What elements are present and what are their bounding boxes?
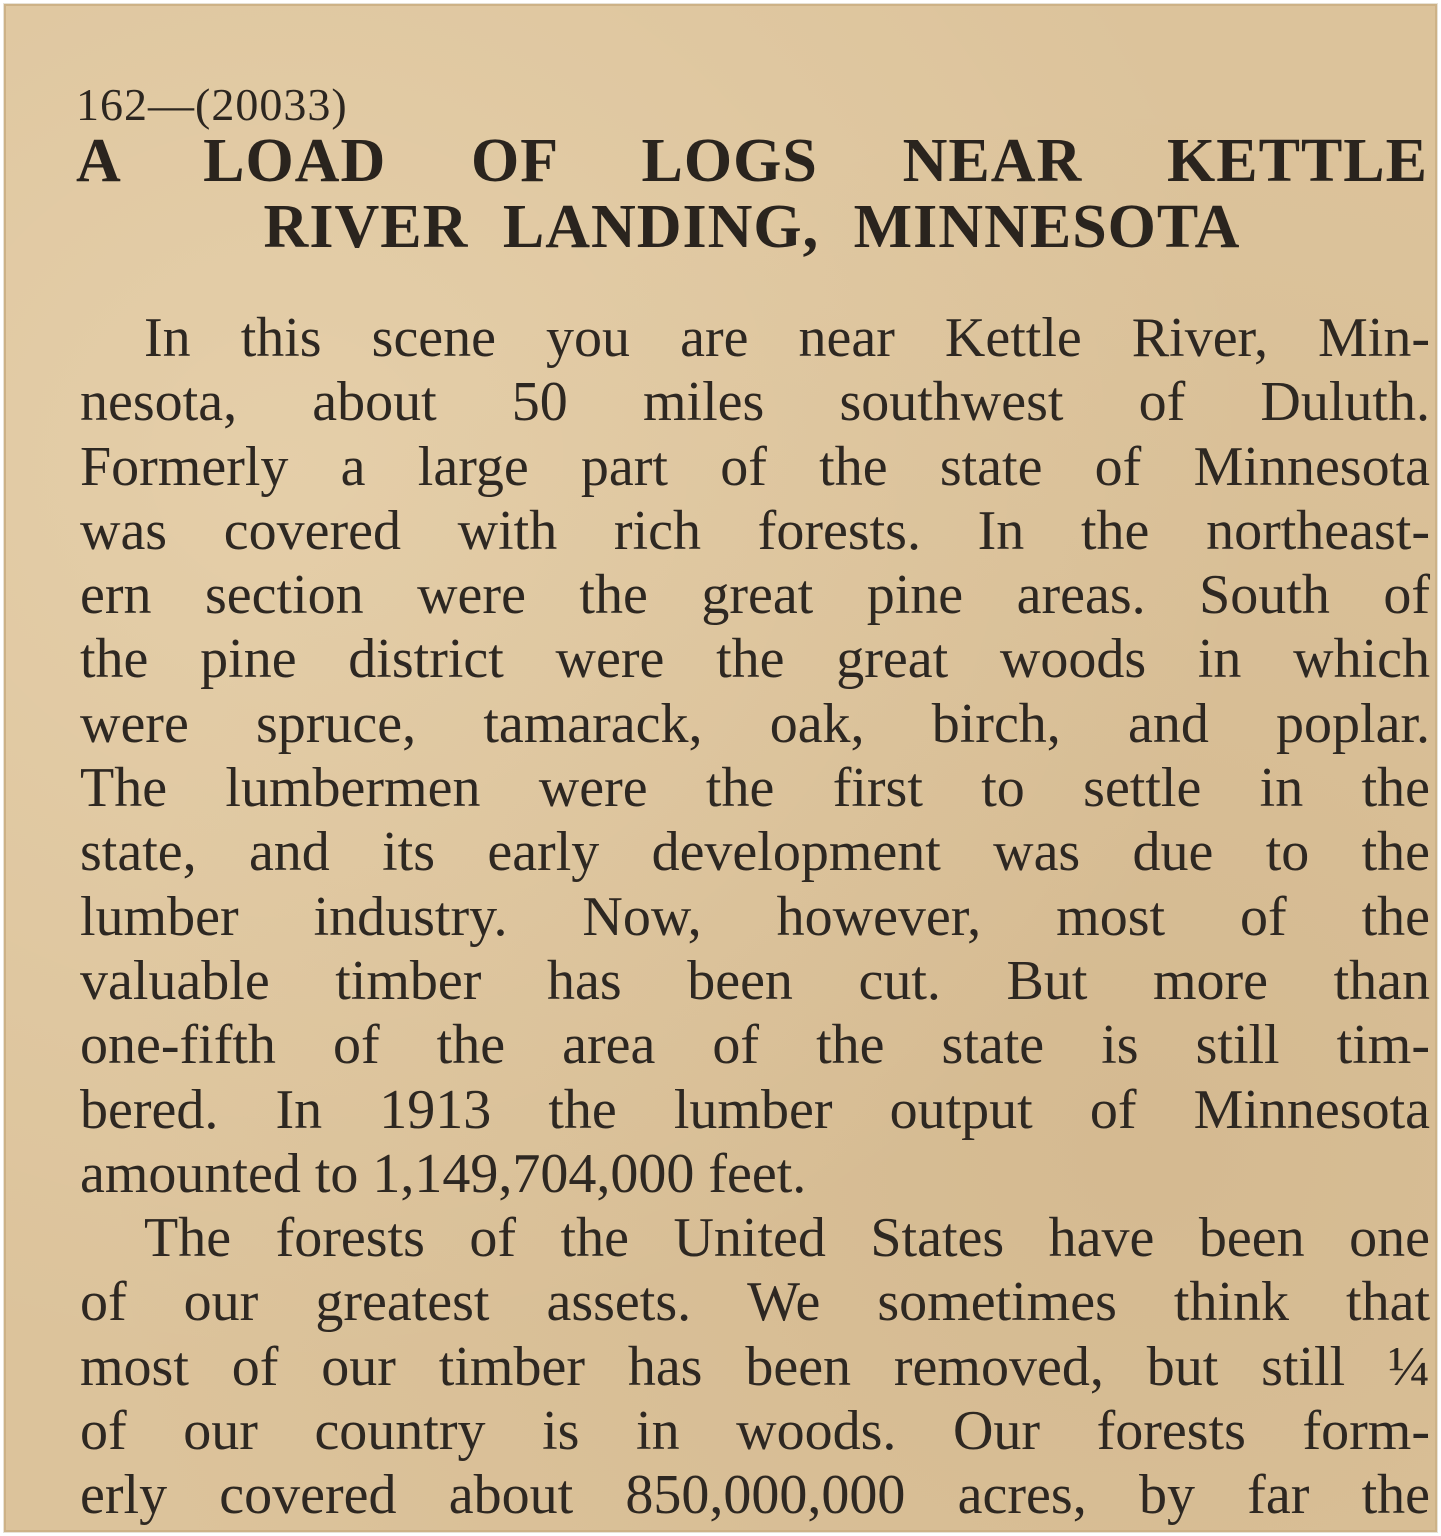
text-line: ern section were the great pine areas. South of xyxy=(80,564,1430,627)
text-line: valuable timber has been cut. But more than xyxy=(80,949,1430,1012)
text-line: In this scene you are near Kettle River, Min- xyxy=(144,307,1430,369)
stereoview-card-back xyxy=(4,4,1437,1532)
text-line: The lumbermen were the first to settle in the xyxy=(80,757,1430,820)
text-line: were spruce, tamarack, oak, birch, and poplar. xyxy=(80,692,1430,755)
text-line: the pine district were the great woods in which xyxy=(80,628,1430,691)
text-line: state, and its early development was due to the xyxy=(80,821,1430,884)
card-body-text xyxy=(80,306,1430,1528)
title-line: RIVER LANDING, MINNESOTA xyxy=(263,193,1241,261)
text-line: of our greatest assets. We sometimes think that xyxy=(80,1271,1430,1334)
text-line: one-fifth of the area of the state is still tim- xyxy=(80,1014,1430,1077)
text-line: most of our timber has been removed, but still ¼ xyxy=(80,1335,1430,1398)
text-line: erly covered about 850,000,000 acres, by far the xyxy=(80,1464,1430,1527)
card-number: 162—(20033) xyxy=(76,79,348,130)
paragraph-1 xyxy=(80,306,1430,1206)
text-line: lumber industry. Now, however, most of the xyxy=(80,885,1430,948)
text-line: The forests of the United States have been one xyxy=(144,1207,1430,1270)
text-line: was covered with rich forests. In the northeast- xyxy=(80,499,1430,562)
text-line: of our country is in woods. Our forests form- xyxy=(80,1400,1430,1463)
text-line: nesota, about 50 miles southwest of Duluth. xyxy=(80,371,1430,434)
text-line: bered. In 1913 the lumber output of Minnesota xyxy=(80,1078,1430,1141)
title-line: A LOAD OF LOGS NEAR KETTLE xyxy=(76,127,1428,195)
text-line: Formerly a large part of the state of Minnesota xyxy=(80,435,1430,498)
card-title xyxy=(76,128,1428,260)
paragraph-2 xyxy=(80,1206,1430,1527)
text-line: amounted to 1,149,704,000 feet. xyxy=(80,1142,807,1205)
